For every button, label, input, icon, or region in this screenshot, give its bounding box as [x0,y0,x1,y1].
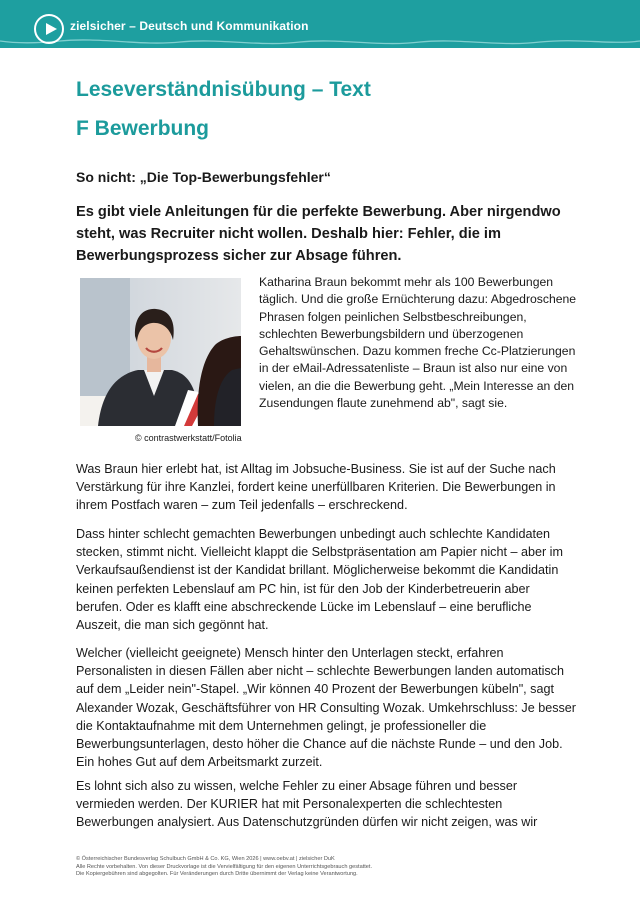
article-lead: Es gibt viele Anleitungen für die perfekte Bewerbung. Aber nirgendwo steht, was Recruiter nicht wollen. Deshalb hier: Fehler, die im Bewerbungsprozess sicher zur Absage führen. [76,204,561,264]
footer-line-3: Die Kopiergebühren sind abgegolten. Für Veränderungen durch Dritte übernimmt der Verlag keine Verantwortung. [76,871,358,878]
footer-line-1: © Österreichischer Bundesverlag Schulbuch GmbH & Co. KG, Wien 2026 | www.oebv.at | zielsicher DuK [76,856,335,862]
article-headline: So nicht: „Die Top-Bewerbungsfehler“ [76,169,331,185]
article-photo [80,278,241,426]
intro-paragraph: Katharina Braun bekommt mehr als 100 Bewerbungen täglich. Und die große Ernüchterung dazu: Abgedroschene Phrasen folgen peinlichen Selbstbeschreibungen, schlechten Bewerbungsbildern und überzogenen Gehaltswünschen. Dazu kommen freche Cc-Platzierungen in der eMail-Adressatenliste – Braun ist also nur eine von vielen, an die die Bewerbung geht. „Mein Interesse an den Zusendungen flaute zunehmend ab", sagt sie. [259,275,577,411]
body-paragraph-3: Welcher (vielleicht geeignete) Mensch hinter den Unterlagen steckt, erfahren Personalisten in diesen Fällen aber nicht – schlechte Bewerbungen landen automatisch auf dem „Leider nein"-Stapel. „Wir können 40 Prozent der Bewerbungen kübeln", sagt Alexander Wozak, Geschäftsführer von HR Consulting Wozak. Umkehrschluss: Je besser die Kontaktaufnahme mit dem Unternehmen gelingt, je professioneller die Bewerbungsunterlagen, desto höher die Chance auf die nächste Runde – und den Job. Ein hohes Gut auf dem Arbeitsmarkt zurzeit. [76,646,576,770]
footer-line-2: Alle Rechte vorbehalten. Von dieser Druckvorlage ist die Vervielfältigung für den eigenen Unterrichtsgebrauch gestattet. [76,863,373,870]
body-paragraph-1: Was Braun hier erlebt hat, ist Alltag im Jobsuche-Business. Sie ist auf der Suche nach Verstärkung für ihre Kanzlei, fordert keine unerfüllbaren Kriterien. Die Bewerbungen in ihrem Postfach waren – zum Teil jedenfalls – erschreckend. [76,462,556,513]
play-icon [34,14,64,44]
header-banner [0,0,640,48]
copyright-footer [76,856,576,879]
page-subtitle: F Bewerbung [76,117,210,140]
brand-name: zielsicher – Deutsch und Kommunikation [70,19,309,33]
page-title: Leseverständnisübung – Text [76,78,371,101]
image-credit: © contrastwerkstatt/Fotolia [135,433,242,443]
wave-decoration [0,32,640,50]
body-paragraph-4: Es lohnt sich also zu wissen, welche Fehler zu einer Absage führen und besser vermieden werden. Der KURIER hat mit Personalexperten die schlechtesten Bewerbungen analysiert. Aus Datenschutzgründen dürfen wir nicht zeigen, was wir [76,779,538,830]
body-paragraph-2: Dass hinter schlecht gemachten Bewerbungen unbedingt auch schlechte Kandidaten stecken, stimmt nicht. Vielleicht klappt die Selbstpräsentation am Papier nicht – aber im Verkaufsaußendienst ist der Kandidat brillant. Möglicherweise bekommt die Kandidatin keinen perfekten Lebenslauf am PC hin, ist für den Job der Kinderbetreuerin aber berufen. Oder es klafft eine abschreckende Lücke im Lebenslauf – eine berufliche Auszeit, die man sich gegönnt hat. [76,527,563,633]
